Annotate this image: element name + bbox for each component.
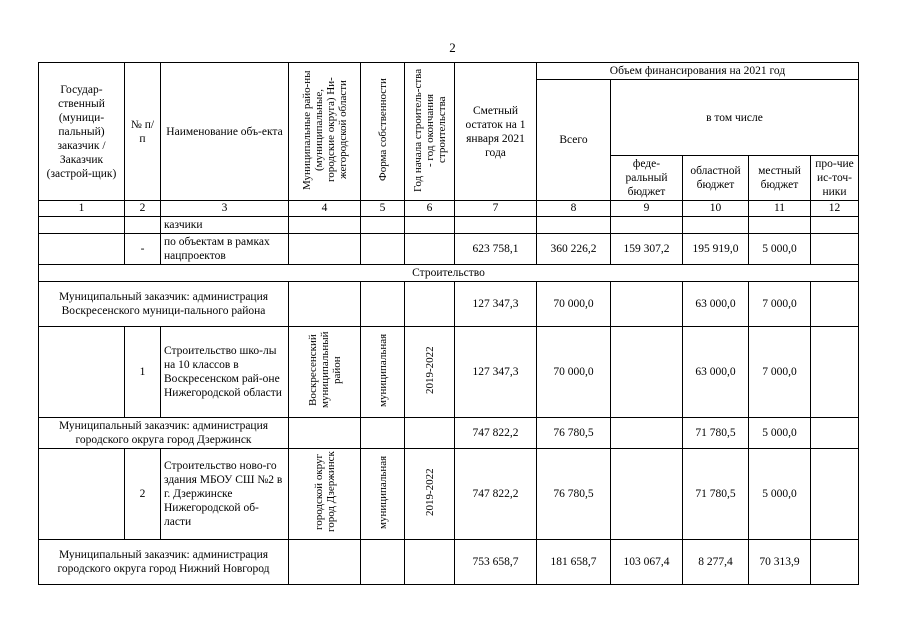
row-name: по объектам в рамках нацпроектов — [161, 234, 289, 265]
header-num: № п/п — [125, 63, 161, 201]
row-local: 5 000,0 — [749, 418, 811, 449]
header-regional: областной бюджет — [683, 156, 749, 201]
section-row — [39, 265, 859, 282]
header-ownership-cell — [361, 63, 405, 201]
row-years: 2019-2022 — [423, 468, 436, 516]
header-years: Год начала строитель-ства - год окончания строительства — [411, 67, 448, 192]
page-number: 2 — [449, 40, 456, 55]
header-other: про-чие ис-точ-ники — [811, 156, 859, 201]
header-district-cell — [289, 63, 361, 201]
continuation-text: казчики — [161, 217, 289, 234]
header-including: в том числе — [611, 80, 859, 156]
row-ownership: муниципальная — [376, 333, 389, 407]
header-local: местный бюджет — [749, 156, 811, 201]
col-num: 7 — [455, 201, 537, 217]
row-regional: 71 780,5 — [683, 449, 749, 540]
customer-row — [39, 418, 859, 449]
object-row — [39, 327, 859, 418]
row-total: 76 780,5 — [537, 449, 611, 540]
row-regional: 71 780,5 — [683, 418, 749, 449]
row-local: 5 000,0 — [749, 234, 811, 265]
row-remaining: 747 822,2 — [455, 418, 537, 449]
table-row — [39, 234, 859, 265]
row-num: - — [125, 234, 161, 265]
column-numbers-row — [39, 201, 859, 217]
header-financing: Объем финансирования на 2021 год — [537, 63, 859, 80]
row-regional: 63 000,0 — [683, 327, 749, 418]
section-title: Строительство — [39, 265, 859, 282]
row-total: 181 658,7 — [537, 540, 611, 585]
row-local: 5 000,0 — [749, 449, 811, 540]
row-remaining: 623 758,1 — [455, 234, 537, 265]
header-total: Всего — [537, 80, 611, 201]
row-total: 70 000,0 — [537, 327, 611, 418]
row-regional: 8 277,4 — [683, 540, 749, 585]
row-local: 7 000,0 — [749, 282, 811, 327]
row-remaining: 127 347,3 — [455, 327, 537, 418]
row-regional: 195 919,0 — [683, 234, 749, 265]
header-remaining: Сметный остаток на 1 января 2021 года — [455, 63, 537, 201]
customer-row — [39, 282, 859, 327]
row-years: 2019-2022 — [423, 346, 436, 394]
customer-name: Муниципальный заказчик: администрация городского округа город Дзержинск — [39, 418, 289, 449]
row-regional: 63 000,0 — [683, 282, 749, 327]
row-remaining: 753 658,7 — [455, 540, 537, 585]
row-total: 76 780,5 — [537, 418, 611, 449]
header-ownership: Форма собственности — [376, 78, 389, 181]
header-years-cell — [405, 63, 455, 201]
row-district: Воскресенский муниципальный район — [306, 331, 343, 409]
customer-name: Муниципальный заказчик: администрация Воскресенского муници-пального района — [39, 282, 289, 327]
row-federal: 103 067,4 — [611, 540, 683, 585]
col-num: 1 — [39, 201, 125, 217]
header-row-1 — [39, 63, 859, 80]
header-name: Наименование объ-екта — [161, 63, 289, 201]
col-num: 9 — [611, 201, 683, 217]
col-num: 8 — [537, 201, 611, 217]
table-row — [39, 217, 859, 234]
col-num: 12 — [811, 201, 859, 217]
row-ownership: муниципальная — [376, 455, 389, 529]
row-num: 2 — [125, 449, 161, 540]
object-row — [39, 449, 859, 540]
customer-row — [39, 540, 859, 585]
col-num: 10 — [683, 201, 749, 217]
row-name: Строительство шко-лы на 10 классов в Воскресенском рай-оне Нижегородской области — [161, 327, 289, 418]
row-remaining: 127 347,3 — [455, 282, 537, 327]
row-num: 1 — [125, 327, 161, 418]
col-num: 2 — [125, 201, 161, 217]
col-num: 11 — [749, 201, 811, 217]
col-num: 3 — [161, 201, 289, 217]
row-total: 70 000,0 — [537, 282, 611, 327]
customer-name: Муниципальный заказчик: администрация городского округа город Нижний Новгород — [39, 540, 289, 585]
financing-table — [38, 62, 859, 585]
header-district: Муниципальные райо-ны (муниципальные, городские округа) Ни-жегородской области — [300, 69, 349, 190]
row-district: городской округ город Дзержинск — [312, 451, 337, 533]
row-local: 70 313,9 — [749, 540, 811, 585]
row-local: 7 000,0 — [749, 327, 811, 418]
row-federal: 159 307,2 — [611, 234, 683, 265]
row-total: 360 226,2 — [537, 234, 611, 265]
col-num: 6 — [405, 201, 455, 217]
col-num: 4 — [289, 201, 361, 217]
row-name: Строительство ново-го здания МБОУ СШ №2 в г. Дзержинске Нижегородской об-ласти — [161, 449, 289, 540]
col-num: 5 — [361, 201, 405, 217]
header-federal: феде-ральный бюджет — [611, 156, 683, 201]
row-remaining: 747 822,2 — [455, 449, 537, 540]
header-customer: Государ-ственный (муници-пальный) заказчик / Заказчик (застрой-щик) — [39, 63, 125, 201]
